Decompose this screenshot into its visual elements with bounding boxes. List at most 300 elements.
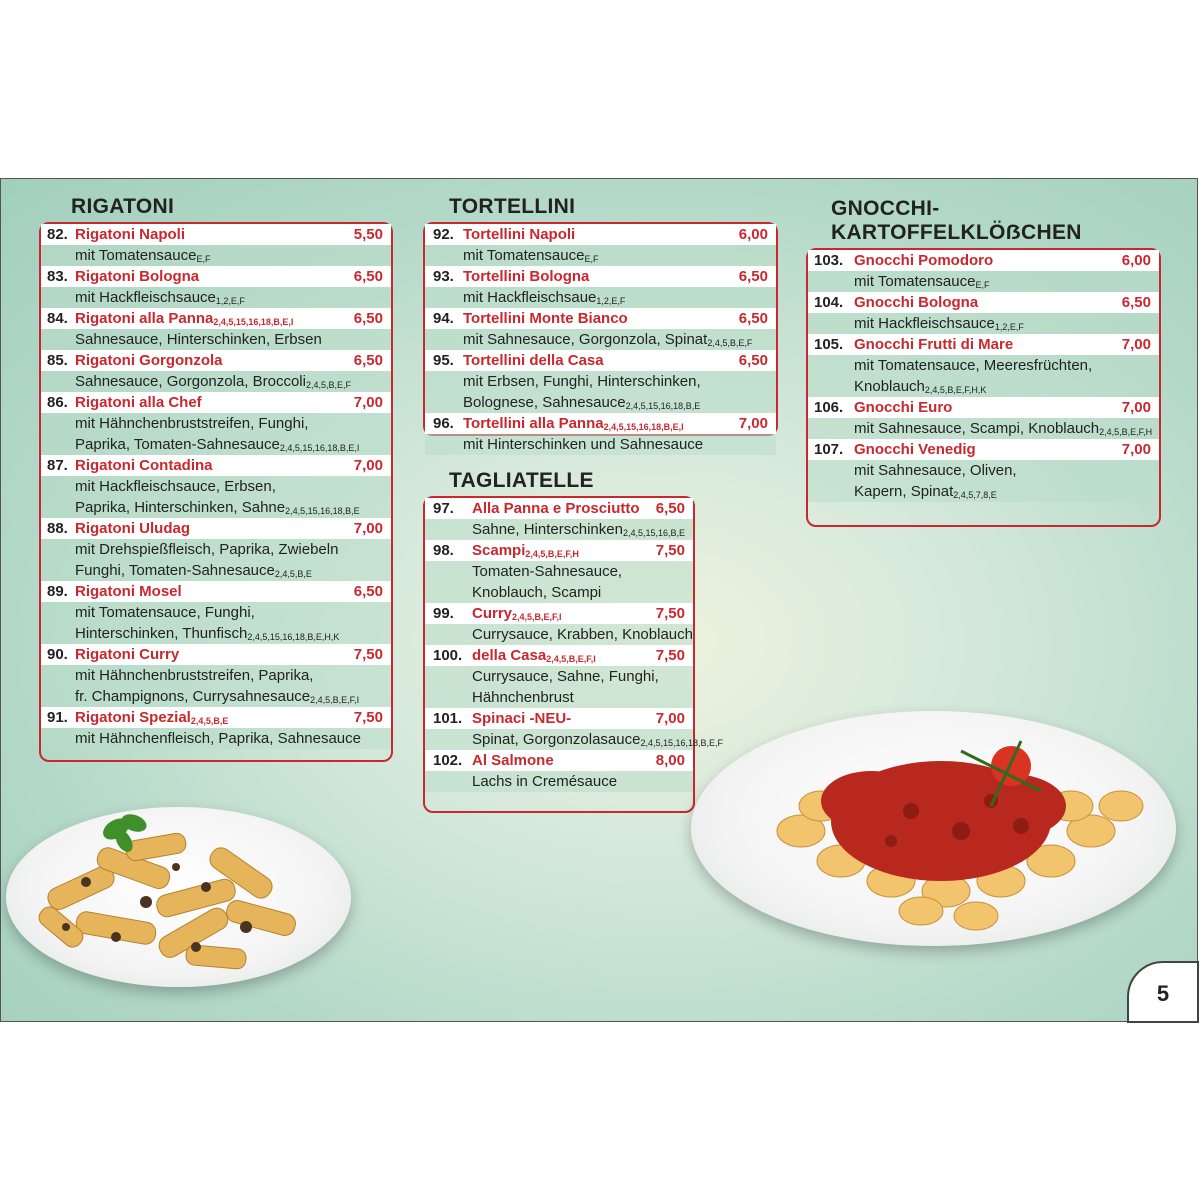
menu-item-title-row [425,498,693,519]
menu-item-description-row [425,582,693,603]
item-description [463,329,752,352]
menu-item-title-row [425,224,776,245]
gnocchi-heading-line1: GNOCCHI- [831,197,940,220]
item-description [75,497,360,520]
menu-item [808,250,1159,292]
item-price: 7,00 [1121,441,1151,458]
item-name-text: Rigatoni Mosel [75,583,182,600]
menu-item-title-row [425,266,776,287]
item-price: 7,50 [353,646,383,663]
menu-item [41,350,391,392]
item-description [75,560,312,583]
menu-item-description-row [425,561,693,582]
item-price: 6,00 [1121,252,1151,269]
item-name-text: Scampi [472,542,526,559]
item-name-text: Rigatoni Uludag [75,520,190,537]
menu-item-description-row [41,476,391,497]
item-description-text: mit Tomatensauce, Meeresfrüchten, [854,357,1093,374]
item-name [75,350,223,371]
menu-item [425,750,693,792]
gnocchi-heading [831,197,1082,245]
item-description-text: Hinterschinken, Thunfisch [75,625,248,642]
item-name-text: Alla Panna e Prosciutto [472,500,640,517]
menu-item [425,645,693,708]
menu-item-description-row [808,313,1159,334]
item-description-text: mit Hähnchenfleisch, Paprika, Sahnesauce [75,730,361,747]
item-name [75,707,228,730]
item-price: 8,00 [655,752,685,769]
gnocchi-menu-box [806,248,1161,527]
item-description-allergens: E,F [196,254,211,264]
item-number: 91. [47,709,68,726]
rigatoni-menu-box [39,222,393,762]
menu-item-description-row [41,686,391,707]
item-description-text: mit Tomatensauce, Funghi, [75,604,255,621]
menu-item-title-row [425,308,776,329]
menu-item [41,392,391,455]
item-description-allergens: 2,4,5,15,16,18,B,E [625,401,701,411]
item-name-text: Tortellini Monte Bianco [463,310,628,327]
item-name [75,518,190,539]
item-description [854,355,1092,376]
item-name [854,397,952,418]
rigatoni-heading: RIGATONI [71,195,175,218]
item-description-allergens: 2,4,5,B,E,F [305,380,352,390]
item-name [472,645,596,668]
item-description [463,392,700,415]
item-name [472,540,579,563]
item-number: 95. [433,352,454,369]
item-description [472,687,574,708]
menu-item [41,581,391,644]
item-number: 102. [433,752,463,769]
item-price: 7,00 [1121,399,1151,416]
menu-item-description-row [425,729,724,750]
item-name [75,224,185,245]
menu-item-description-row [425,687,693,708]
item-description-text: Sahnesauce, Hinterschinken, Erbsen [75,331,322,348]
menu-item [425,224,776,266]
item-description-text: Knoblauch [854,378,925,395]
menu-item-description-row [41,413,391,434]
menu-item-title-row [425,645,693,666]
menu-item-title-row [41,707,391,728]
item-description [854,271,989,294]
item-name-text: Gnocchi Venedig [854,441,976,458]
menu-item-description-row [808,376,1159,397]
menu-item [808,439,1159,502]
item-description-text: mit Hackfleischsauce [854,315,995,332]
item-description [854,376,986,399]
menu-item-description-row [808,271,1159,292]
item-description-allergens: 1,2,E,F [215,296,245,306]
item-description-text: mit Erbsen, Funghi, Hinterschinken, [463,373,701,390]
item-description-text: Paprika, Tomaten-Sahnesauce [75,436,280,453]
item-description [854,460,1017,481]
menu-item [808,292,1159,334]
menu-item-description-row [41,287,391,308]
item-name-text: della Casa [472,647,547,664]
menu-item-description-row [41,665,391,686]
menu-item [425,498,693,540]
item-description [472,624,693,645]
item-description-allergens: 2,4,5,B,E [274,569,312,579]
rigatoni-dish-image [6,807,351,987]
item-name [472,708,571,729]
menu-page [0,178,1198,1022]
item-name [463,350,604,371]
item-description [75,728,361,749]
item-number: 99. [433,605,454,622]
item-number: 97. [433,500,454,517]
menu-item-description-row [425,392,776,413]
item-description-text: mit Hähnchenbruststreifen, Paprika, [75,667,314,684]
item-name [75,581,182,602]
menu-item-description-row [41,329,391,350]
menu-item-description-row [41,371,391,392]
item-description-text: Kapern, Spinat [854,483,954,500]
item-price: 7,00 [353,457,383,474]
item-description [472,771,617,792]
menu-item-description-row [41,602,391,623]
tortellini-menu-box [423,222,778,453]
item-description-allergens: E,F [975,280,990,290]
item-description-text: Paprika, Hinterschinken, Sahne [75,499,286,516]
menu-item-title-row [41,581,391,602]
item-name-text: Spinaci -NEU- [472,710,572,727]
item-description [75,245,210,268]
item-number: 104. [814,294,844,311]
item-description-text: Tomaten-Sahnesauce, [472,563,623,580]
item-name-allergens: 2,4,5,B,E,F,H [525,549,579,559]
item-description [472,729,723,752]
item-description [854,313,1024,336]
menu-item [41,266,391,308]
item-name-allergens: 2,4,5,B,E,F,I [546,654,596,664]
menu-item-description-row [41,539,391,560]
item-description [75,434,359,457]
item-description-text: Knoblauch, Scampi [472,584,602,601]
menu-item-description-row [425,329,776,350]
item-name [854,292,978,313]
item-description [472,666,659,687]
menu-item [425,708,724,750]
item-number: 93. [433,268,454,285]
item-name-text: Tortellini alla Panna [463,415,604,432]
item-name-text: Rigatoni alla Chef [75,394,202,411]
item-description [75,371,351,394]
item-price: 6,50 [353,310,383,327]
item-price: 7,50 [655,605,685,622]
menu-item [808,334,1159,397]
menu-item-title-row [41,644,391,665]
menu-item [808,397,1159,439]
item-price: 7,00 [353,520,383,537]
menu-item-description-row [41,245,391,266]
item-description-text: mit Sahnesauce, Gorgonzola, Spinat [463,331,708,348]
item-name [75,266,199,287]
item-price: 6,50 [353,583,383,600]
item-name-allergens: 2,4,5,B,E,F,I [512,612,562,622]
item-description [75,665,313,686]
item-name [75,455,213,476]
menu-item [425,350,776,413]
item-name-text: Rigatoni Curry [75,646,180,663]
menu-item-title-row [425,603,693,624]
menu-item [41,644,391,707]
item-description-text: mit Hackfleischsaue [463,289,597,306]
menu-item-description-row [808,481,1159,502]
item-price: 7,50 [655,542,685,559]
menu-item-title-row [41,224,391,245]
item-description [854,481,997,504]
tagliatelle-menu-box [423,496,724,813]
item-name-text: Gnocchi Bologna [854,294,979,311]
item-name-allergens: 2,4,5,15,16,18,B,E,I [213,317,294,327]
item-name-text: Rigatoni Bologna [75,268,200,285]
item-name-text: Curry [472,605,513,622]
menu-item [425,266,776,308]
item-description-text: mit Hinterschinken und Sahnesauce [463,436,704,453]
item-description-allergens: 2,4,5,15,16,18,B,E,F [640,738,724,748]
item-description [472,561,622,582]
item-name [75,308,293,331]
menu-item-title-row [808,292,1159,313]
menu-item-title-row [41,392,391,413]
item-name [854,439,976,460]
item-price: 7,00 [353,394,383,411]
menu-item-title-row [425,413,776,434]
menu-item-description-row [425,434,776,455]
menu-item-description-row [808,355,1159,376]
menu-item [41,455,391,518]
menu-item [41,224,391,266]
item-price: 7,00 [738,415,768,432]
menu-item-title-row [41,308,391,329]
item-price: 7,50 [655,647,685,664]
item-price: 6,50 [655,500,685,517]
item-description-text: Currysauce, Krabben, Knoblauch [472,626,693,643]
item-name-text: Gnocchi Euro [854,399,953,416]
menu-item-title-row [808,397,1159,418]
menu-item-description-row [425,287,776,308]
menu-item-title-row [41,518,391,539]
item-description-allergens: 2,4,5,15,16,B,E [622,528,685,538]
tortellini-heading: TORTELLINI [449,195,576,218]
item-name [472,750,554,771]
item-name [75,392,202,413]
menu-item-description-row [425,771,693,792]
menu-item-title-row [425,750,693,771]
item-description [75,413,308,434]
menu-item [41,707,391,749]
item-description-text: mit Hackfleischsauce [75,289,216,306]
item-description [463,371,701,392]
item-number: 83. [47,268,68,285]
item-name [472,498,640,519]
item-price: 6,50 [738,268,768,285]
menu-item [41,308,391,350]
item-number: 85. [47,352,68,369]
item-name-text: Gnocchi Frutti di Mare [854,336,1014,353]
item-description-allergens: 2,4,5,15,16,18,B,E,H,K [247,632,340,642]
item-name-text: Rigatoni Napoli [75,226,185,243]
item-description [75,602,255,623]
item-description-text: Spinat, Gorgonzolasauce [472,731,641,748]
item-description-text: Funghi, Tomaten-Sahnesauce [75,562,275,579]
item-description-allergens: 2,4,5,15,16,18,B,E,I [279,443,360,453]
item-description [472,519,685,542]
item-name-allergens: 2,4,5,15,16,18,B,E,I [603,422,684,432]
item-name [854,250,993,271]
item-description [75,476,276,497]
item-number: 87. [47,457,68,474]
item-description-text: fr. Champignons, Currysahnesauce [75,688,311,705]
item-description-allergens: 2,4,5,B,E,F,H [1099,427,1153,437]
item-number: 106. [814,399,844,416]
item-description-text: mit Hackfleischsauce, Erbsen, [75,478,276,495]
item-name-text: Tortellini Napoli [463,226,576,243]
item-price: 6,50 [738,352,768,369]
menu-item-title-row [425,540,693,561]
item-price: 5,50 [353,226,383,243]
menu-item-description-row [41,434,391,455]
item-name [75,644,179,665]
item-description-text: mit Sahnesauce, Oliven, [854,462,1017,479]
item-description-allergens: 2,4,5,B,E,F [707,338,753,348]
item-number: 100. [433,647,463,664]
item-description-text: mit Tomatensauce [854,273,976,290]
menu-item [425,540,693,603]
item-description [75,329,322,350]
item-number: 90. [47,646,68,663]
menu-item-description-row [425,519,693,540]
item-description [463,434,703,455]
item-price: 6,50 [353,352,383,369]
item-price: 6,50 [353,268,383,285]
menu-item-description-row [425,245,776,266]
item-price: 6,50 [1121,294,1151,311]
item-number: 89. [47,583,68,600]
item-description-text: mit Tomatensauce [75,247,197,264]
item-name-allergens: 2,4,5,B,E [190,716,229,726]
menu-item-title-row [808,250,1159,271]
item-name-text: Rigatoni Contadina [75,457,213,474]
item-description-text: Bolognese, Sahnesauce [463,394,626,411]
menu-item-title-row [808,439,1159,460]
item-number: 84. [47,310,68,327]
item-description-text: Sahnesauce, Gorgonzola, Broccoli [75,373,306,390]
menu-item-description-row [808,418,1159,439]
menu-item [425,603,693,645]
item-number: 103. [814,252,844,269]
tagliatelle-heading: TAGLIATELLE [449,469,594,492]
item-description-text: Sahne, Hinterschinken [472,521,623,538]
item-price: 7,00 [1121,336,1151,353]
item-description [854,418,1152,441]
item-description [472,582,601,603]
item-description-text: Currysauce, Sahne, Funghi, [472,668,659,685]
item-description-allergens: 2,4,5,B,E,F,H,K [924,385,987,395]
item-name-text: Tortellini Bologna [463,268,590,285]
menu-item-title-row [808,334,1159,355]
menu-item-title-row [425,350,776,371]
item-description-text: mit Tomatensauce [463,247,585,264]
item-number: 86. [47,394,68,411]
item-name-text: Rigatoni Gorgonzola [75,352,223,369]
menu-item-title-row [41,266,391,287]
menu-item-description-row [425,624,693,645]
item-description-text: mit Sahnesauce, Scampi, Knoblauch [854,420,1100,437]
menu-item [425,308,776,350]
menu-item-description-row [425,666,693,687]
item-name-text: Rigatoni Spezial [75,709,191,726]
menu-item-title-row [425,708,693,729]
menu-item-description-row [425,371,776,392]
item-number: 98. [433,542,454,559]
item-description-allergens: 2,4,5,15,16,18,B,E [285,506,360,516]
menu-item-description-row [808,460,1159,481]
gnocchi-heading-line2: KARTOFFELKLÖẞCHEN [831,221,1082,244]
item-name [463,308,628,329]
page-number: 5 [1127,961,1199,1023]
item-description-text: mit Drehspießfleisch, Paprika, Zwiebeln [75,541,339,558]
item-description-allergens: 1,2,E,F [994,322,1024,332]
item-price: 6,50 [738,310,768,327]
item-number: 107. [814,441,844,458]
item-description-text: Hähnchenbrust [472,689,574,706]
gnocchi-dish-image [691,711,1176,946]
menu-item-title-row [41,350,391,371]
item-number: 92. [433,226,454,243]
item-name-text: Tortellini della Casa [463,352,604,369]
item-number: 88. [47,520,68,537]
item-description [75,287,245,310]
menu-item [425,413,776,455]
item-description-allergens: E,F [584,254,599,264]
item-name [463,413,684,436]
menu-item-description-row [41,560,391,581]
item-price: 7,00 [655,710,685,727]
item-number: 96. [433,415,454,432]
menu-item [41,518,391,581]
item-number: 105. [814,336,844,353]
item-name [463,266,589,287]
item-description-allergens: 2,4,5,B,E,F,I [310,695,360,705]
item-description [75,539,338,560]
item-name [472,603,562,626]
item-description [463,287,625,310]
item-description-text: Lachs in Cremésauce [472,773,618,790]
item-description-allergens: 2,4,5,7,8,E [953,490,997,500]
menu-item-description-row [41,728,391,749]
item-description [463,245,598,268]
item-description-allergens: 1,2,E,F [596,296,626,306]
menu-item-description-row [41,623,391,644]
item-name-text: Al Salmone [472,752,554,769]
item-description-text: mit Hähnchenbruststreifen, Funghi, [75,415,309,432]
item-description [75,623,339,646]
item-price: 6,00 [738,226,768,243]
item-name [854,334,1013,355]
item-price: 7,50 [353,709,383,726]
item-name-text: Gnocchi Pomodoro [854,252,994,269]
item-description [75,686,359,709]
item-number: 94. [433,310,454,327]
menu-item-description-row [41,497,391,518]
item-name-text: Rigatoni alla Panna [75,310,214,327]
item-name [463,224,575,245]
